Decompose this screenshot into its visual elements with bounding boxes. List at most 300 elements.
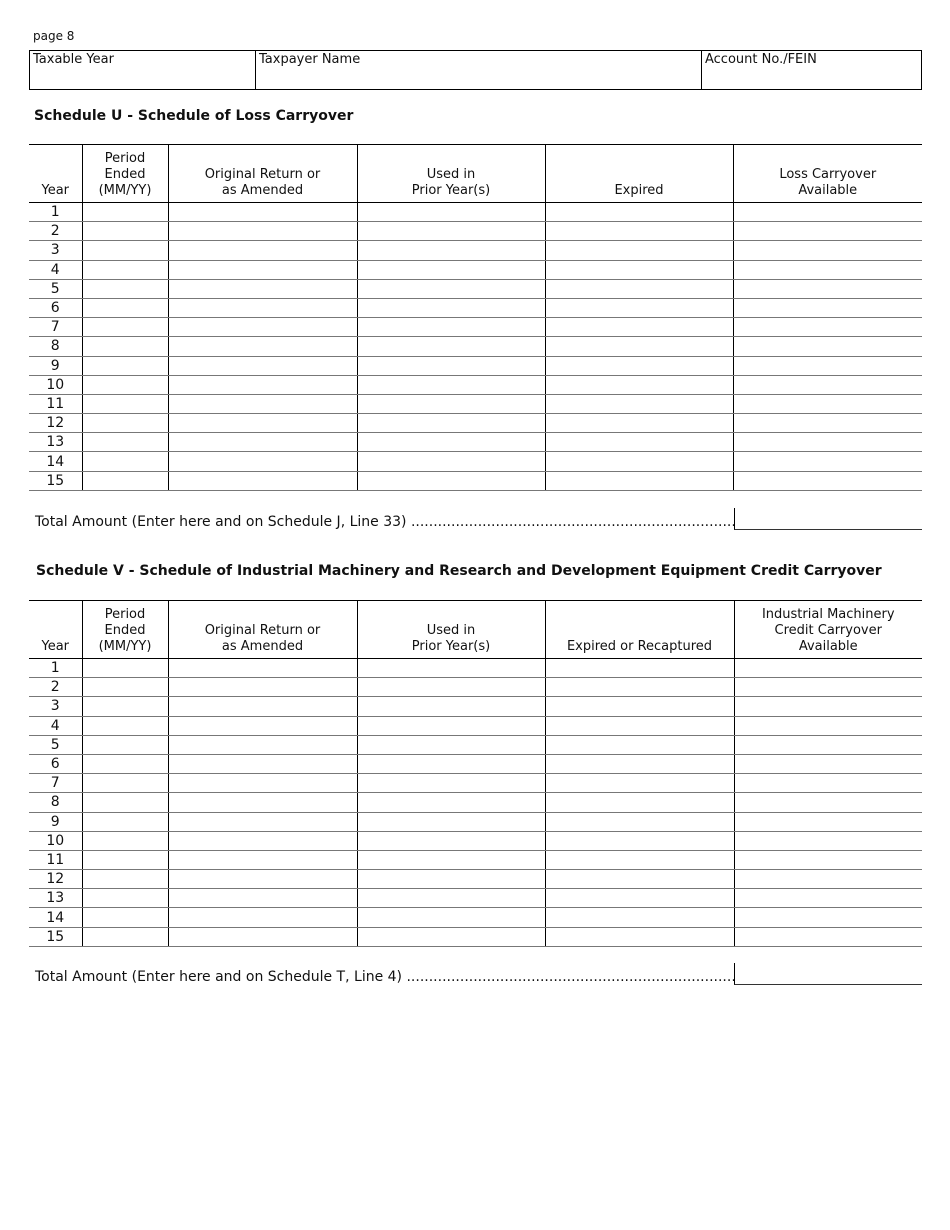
- period-ended-cell[interactable]: [82, 471, 168, 490]
- period-ended-cell[interactable]: [82, 414, 168, 433]
- used-prior-input[interactable]: [358, 908, 545, 926]
- expired-input[interactable]: [546, 376, 733, 394]
- used-prior-input[interactable]: [358, 793, 545, 811]
- expired-cell[interactable]: [545, 697, 734, 716]
- used-prior-cell[interactable]: [357, 203, 545, 222]
- original-return-cell[interactable]: [168, 337, 357, 356]
- expired-cell[interactable]: [545, 793, 734, 812]
- period-ended-cell[interactable]: [82, 452, 168, 471]
- carryover-available-input[interactable]: [734, 452, 923, 470]
- period-ended-input[interactable]: [83, 299, 168, 317]
- original-return-input[interactable]: [169, 318, 357, 336]
- used-prior-cell[interactable]: [357, 927, 545, 946]
- expired-cell[interactable]: [545, 279, 733, 298]
- original-return-input[interactable]: [169, 357, 357, 375]
- period-ended-cell[interactable]: [82, 203, 168, 222]
- carryover-available-input[interactable]: [735, 678, 923, 696]
- original-return-input[interactable]: [169, 697, 357, 715]
- original-return-cell[interactable]: [168, 414, 357, 433]
- period-ended-cell[interactable]: [82, 735, 168, 754]
- original-return-input[interactable]: [169, 299, 357, 317]
- expired-input[interactable]: [546, 678, 734, 696]
- carryover-available-cell[interactable]: [733, 394, 922, 413]
- period-ended-input[interactable]: [83, 832, 168, 850]
- used-prior-input[interactable]: [358, 203, 545, 221]
- expired-cell[interactable]: [545, 716, 734, 735]
- period-ended-input[interactable]: [83, 376, 168, 394]
- expired-input[interactable]: [546, 832, 734, 850]
- used-prior-input[interactable]: [358, 472, 545, 490]
- used-prior-input[interactable]: [358, 433, 545, 451]
- expired-input[interactable]: [546, 222, 733, 240]
- used-prior-cell[interactable]: [357, 356, 545, 375]
- period-ended-cell[interactable]: [82, 754, 168, 773]
- period-ended-input[interactable]: [83, 318, 168, 336]
- used-prior-input[interactable]: [358, 241, 545, 259]
- schedule-u-total-field[interactable]: [734, 508, 922, 530]
- expired-input[interactable]: [546, 472, 733, 490]
- period-ended-input[interactable]: [83, 774, 168, 792]
- account-no-input[interactable]: [705, 67, 918, 83]
- carryover-available-cell[interactable]: [734, 889, 922, 908]
- used-prior-cell[interactable]: [357, 260, 545, 279]
- expired-input[interactable]: [546, 774, 734, 792]
- original-return-cell[interactable]: [168, 318, 357, 337]
- expired-input[interactable]: [546, 414, 733, 432]
- original-return-input[interactable]: [169, 851, 357, 869]
- carryover-available-cell[interactable]: [733, 222, 922, 241]
- period-ended-input[interactable]: [83, 851, 168, 869]
- period-ended-input[interactable]: [83, 452, 168, 470]
- used-prior-input[interactable]: [358, 717, 545, 735]
- period-ended-input[interactable]: [83, 414, 168, 432]
- period-ended-input[interactable]: [83, 472, 168, 490]
- period-ended-input[interactable]: [83, 889, 168, 907]
- used-prior-input[interactable]: [358, 414, 545, 432]
- expired-cell[interactable]: [545, 471, 733, 490]
- period-ended-cell[interactable]: [82, 356, 168, 375]
- period-ended-cell[interactable]: [82, 375, 168, 394]
- carryover-available-input[interactable]: [735, 659, 923, 677]
- used-prior-input[interactable]: [358, 813, 545, 831]
- expired-cell[interactable]: [545, 433, 733, 452]
- original-return-input[interactable]: [169, 678, 357, 696]
- original-return-cell[interactable]: [168, 793, 357, 812]
- carryover-available-input[interactable]: [734, 376, 923, 394]
- original-return-cell[interactable]: [168, 678, 357, 697]
- used-prior-cell[interactable]: [357, 452, 545, 471]
- used-prior-input[interactable]: [358, 889, 545, 907]
- used-prior-input[interactable]: [358, 697, 545, 715]
- used-prior-cell[interactable]: [357, 318, 545, 337]
- expired-cell[interactable]: [545, 356, 733, 375]
- original-return-cell[interactable]: [168, 659, 357, 678]
- period-ended-cell[interactable]: [82, 260, 168, 279]
- carryover-available-input[interactable]: [735, 908, 923, 926]
- used-prior-input[interactable]: [358, 755, 545, 773]
- carryover-available-cell[interactable]: [733, 452, 922, 471]
- original-return-cell[interactable]: [168, 279, 357, 298]
- carryover-available-cell[interactable]: [733, 279, 922, 298]
- expired-input[interactable]: [546, 889, 734, 907]
- period-ended-input[interactable]: [83, 357, 168, 375]
- period-ended-cell[interactable]: [82, 241, 168, 260]
- expired-cell[interactable]: [545, 241, 733, 260]
- carryover-available-cell[interactable]: [733, 375, 922, 394]
- used-prior-input[interactable]: [358, 261, 545, 279]
- used-prior-input[interactable]: [358, 736, 545, 754]
- used-prior-cell[interactable]: [357, 241, 545, 260]
- used-prior-cell[interactable]: [357, 850, 545, 869]
- period-ended-cell[interactable]: [82, 394, 168, 413]
- expired-input[interactable]: [546, 793, 734, 811]
- carryover-available-input[interactable]: [734, 414, 923, 432]
- original-return-cell[interactable]: [168, 812, 357, 831]
- original-return-cell[interactable]: [168, 716, 357, 735]
- expired-cell[interactable]: [545, 337, 733, 356]
- carryover-available-cell[interactable]: [734, 697, 922, 716]
- carryover-available-cell[interactable]: [734, 812, 922, 831]
- expired-cell[interactable]: [545, 222, 733, 241]
- taxable-year-input[interactable]: [33, 67, 252, 83]
- original-return-cell[interactable]: [168, 394, 357, 413]
- period-ended-cell[interactable]: [82, 870, 168, 889]
- period-ended-cell[interactable]: [82, 337, 168, 356]
- expired-cell[interactable]: [545, 659, 734, 678]
- original-return-input[interactable]: [169, 261, 357, 279]
- carryover-available-input[interactable]: [735, 774, 923, 792]
- period-ended-cell[interactable]: [82, 433, 168, 452]
- carryover-available-input[interactable]: [734, 280, 923, 298]
- used-prior-cell[interactable]: [357, 774, 545, 793]
- expired-input[interactable]: [546, 433, 733, 451]
- period-ended-input[interactable]: [83, 908, 168, 926]
- carryover-available-input[interactable]: [734, 318, 923, 336]
- used-prior-cell[interactable]: [357, 889, 545, 908]
- period-ended-cell[interactable]: [82, 927, 168, 946]
- carryover-available-cell[interactable]: [733, 471, 922, 490]
- period-ended-input[interactable]: [83, 203, 168, 221]
- used-prior-cell[interactable]: [357, 394, 545, 413]
- original-return-input[interactable]: [169, 414, 357, 432]
- carryover-available-input[interactable]: [734, 395, 923, 413]
- expired-input[interactable]: [546, 736, 734, 754]
- carryover-available-input[interactable]: [734, 222, 923, 240]
- used-prior-cell[interactable]: [357, 471, 545, 490]
- carryover-available-cell[interactable]: [734, 870, 922, 889]
- used-prior-input[interactable]: [358, 357, 545, 375]
- period-ended-input[interactable]: [83, 337, 168, 355]
- period-ended-cell[interactable]: [82, 908, 168, 927]
- carryover-available-cell[interactable]: [734, 831, 922, 850]
- original-return-cell[interactable]: [168, 754, 357, 773]
- used-prior-cell[interactable]: [357, 831, 545, 850]
- original-return-cell[interactable]: [168, 241, 357, 260]
- used-prior-input[interactable]: [358, 851, 545, 869]
- expired-cell[interactable]: [545, 203, 733, 222]
- carryover-available-input[interactable]: [735, 736, 923, 754]
- account-no-field[interactable]: [702, 51, 921, 89]
- period-ended-cell[interactable]: [82, 716, 168, 735]
- carryover-available-cell[interactable]: [734, 754, 922, 773]
- original-return-input[interactable]: [169, 870, 357, 888]
- carryover-available-input[interactable]: [734, 299, 923, 317]
- original-return-cell[interactable]: [168, 697, 357, 716]
- used-prior-cell[interactable]: [357, 678, 545, 697]
- original-return-cell[interactable]: [168, 908, 357, 927]
- expired-cell[interactable]: [545, 298, 733, 317]
- carryover-available-cell[interactable]: [733, 337, 922, 356]
- carryover-available-input[interactable]: [734, 433, 923, 451]
- period-ended-input[interactable]: [83, 870, 168, 888]
- carryover-available-input[interactable]: [734, 337, 923, 355]
- used-prior-cell[interactable]: [357, 735, 545, 754]
- expired-input[interactable]: [546, 870, 734, 888]
- used-prior-input[interactable]: [358, 280, 545, 298]
- original-return-input[interactable]: [169, 774, 357, 792]
- original-return-cell[interactable]: [168, 927, 357, 946]
- carryover-available-cell[interactable]: [734, 793, 922, 812]
- carryover-available-cell[interactable]: [734, 908, 922, 927]
- original-return-input[interactable]: [169, 736, 357, 754]
- used-prior-cell[interactable]: [357, 754, 545, 773]
- original-return-input[interactable]: [169, 908, 357, 926]
- used-prior-input[interactable]: [358, 928, 545, 946]
- period-ended-input[interactable]: [83, 222, 168, 240]
- carryover-available-cell[interactable]: [733, 414, 922, 433]
- carryover-available-input[interactable]: [734, 241, 923, 259]
- expired-cell[interactable]: [545, 831, 734, 850]
- carryover-available-cell[interactable]: [734, 850, 922, 869]
- carryover-available-cell[interactable]: [734, 716, 922, 735]
- taxable-year-field[interactable]: [30, 51, 256, 89]
- period-ended-cell[interactable]: [82, 889, 168, 908]
- expired-cell[interactable]: [545, 870, 734, 889]
- period-ended-cell[interactable]: [82, 222, 168, 241]
- carryover-available-input[interactable]: [734, 261, 923, 279]
- expired-input[interactable]: [546, 241, 733, 259]
- used-prior-input[interactable]: [358, 678, 545, 696]
- expired-cell[interactable]: [545, 774, 734, 793]
- original-return-input[interactable]: [169, 793, 357, 811]
- carryover-available-input[interactable]: [735, 813, 923, 831]
- taxpayer-name-input[interactable]: [259, 67, 698, 83]
- carryover-available-input[interactable]: [735, 717, 923, 735]
- carryover-available-input[interactable]: [734, 357, 923, 375]
- original-return-cell[interactable]: [168, 203, 357, 222]
- carryover-available-cell[interactable]: [733, 203, 922, 222]
- carryover-available-input[interactable]: [735, 870, 923, 888]
- original-return-cell[interactable]: [168, 433, 357, 452]
- original-return-input[interactable]: [169, 472, 357, 490]
- period-ended-input[interactable]: [83, 793, 168, 811]
- period-ended-cell[interactable]: [82, 831, 168, 850]
- expired-cell[interactable]: [545, 908, 734, 927]
- original-return-input[interactable]: [169, 452, 357, 470]
- expired-input[interactable]: [546, 717, 734, 735]
- original-return-input[interactable]: [169, 376, 357, 394]
- original-return-cell[interactable]: [168, 735, 357, 754]
- period-ended-cell[interactable]: [82, 279, 168, 298]
- expired-input[interactable]: [546, 203, 733, 221]
- carryover-available-input[interactable]: [734, 472, 923, 490]
- expired-cell[interactable]: [545, 735, 734, 754]
- used-prior-input[interactable]: [358, 395, 545, 413]
- used-prior-input[interactable]: [358, 222, 545, 240]
- original-return-input[interactable]: [169, 337, 357, 355]
- carryover-available-cell[interactable]: [733, 260, 922, 279]
- period-ended-cell[interactable]: [82, 774, 168, 793]
- expired-cell[interactable]: [545, 318, 733, 337]
- original-return-cell[interactable]: [168, 375, 357, 394]
- carryover-available-cell[interactable]: [734, 678, 922, 697]
- used-prior-cell[interactable]: [357, 279, 545, 298]
- used-prior-cell[interactable]: [357, 812, 545, 831]
- used-prior-cell[interactable]: [357, 697, 545, 716]
- used-prior-input[interactable]: [358, 299, 545, 317]
- original-return-input[interactable]: [169, 280, 357, 298]
- original-return-input[interactable]: [169, 203, 357, 221]
- original-return-cell[interactable]: [168, 356, 357, 375]
- period-ended-input[interactable]: [83, 736, 168, 754]
- used-prior-cell[interactable]: [357, 716, 545, 735]
- expired-input[interactable]: [546, 755, 734, 773]
- original-return-input[interactable]: [169, 832, 357, 850]
- expired-input[interactable]: [546, 851, 734, 869]
- original-return-cell[interactable]: [168, 850, 357, 869]
- carryover-available-cell[interactable]: [733, 356, 922, 375]
- expired-input[interactable]: [546, 813, 734, 831]
- original-return-cell[interactable]: [168, 831, 357, 850]
- carryover-available-cell[interactable]: [734, 735, 922, 754]
- original-return-cell[interactable]: [168, 889, 357, 908]
- used-prior-input[interactable]: [358, 376, 545, 394]
- carryover-available-input[interactable]: [734, 203, 923, 221]
- expired-input[interactable]: [546, 357, 733, 375]
- carryover-available-input[interactable]: [735, 889, 923, 907]
- original-return-cell[interactable]: [168, 298, 357, 317]
- period-ended-cell[interactable]: [82, 298, 168, 317]
- used-prior-cell[interactable]: [357, 298, 545, 317]
- expired-input[interactable]: [546, 928, 734, 946]
- used-prior-cell[interactable]: [357, 793, 545, 812]
- period-ended-cell[interactable]: [82, 659, 168, 678]
- carryover-available-cell[interactable]: [733, 298, 922, 317]
- expired-input[interactable]: [546, 318, 733, 336]
- expired-cell[interactable]: [545, 927, 734, 946]
- expired-input[interactable]: [546, 659, 734, 677]
- used-prior-input[interactable]: [358, 452, 545, 470]
- period-ended-input[interactable]: [83, 697, 168, 715]
- expired-cell[interactable]: [545, 889, 734, 908]
- period-ended-input[interactable]: [83, 395, 168, 413]
- period-ended-input[interactable]: [83, 755, 168, 773]
- expired-cell[interactable]: [545, 452, 733, 471]
- original-return-input[interactable]: [169, 889, 357, 907]
- period-ended-input[interactable]: [83, 241, 168, 259]
- schedule-v-total-field[interactable]: [734, 963, 922, 985]
- carryover-available-cell[interactable]: [733, 318, 922, 337]
- period-ended-input[interactable]: [83, 813, 168, 831]
- carryover-available-cell[interactable]: [733, 241, 922, 260]
- original-return-cell[interactable]: [168, 870, 357, 889]
- used-prior-input[interactable]: [358, 659, 545, 677]
- original-return-cell[interactable]: [168, 452, 357, 471]
- expired-input[interactable]: [546, 337, 733, 355]
- original-return-input[interactable]: [169, 222, 357, 240]
- carryover-available-input[interactable]: [735, 832, 923, 850]
- used-prior-cell[interactable]: [357, 375, 545, 394]
- expired-input[interactable]: [546, 280, 733, 298]
- used-prior-cell[interactable]: [357, 433, 545, 452]
- used-prior-input[interactable]: [358, 337, 545, 355]
- carryover-available-input[interactable]: [735, 793, 923, 811]
- carryover-available-input[interactable]: [735, 755, 923, 773]
- carryover-available-cell[interactable]: [734, 774, 922, 793]
- used-prior-cell[interactable]: [357, 659, 545, 678]
- taxpayer-name-field[interactable]: [256, 51, 702, 89]
- used-prior-input[interactable]: [358, 870, 545, 888]
- expired-input[interactable]: [546, 395, 733, 413]
- original-return-input[interactable]: [169, 717, 357, 735]
- period-ended-cell[interactable]: [82, 850, 168, 869]
- period-ended-cell[interactable]: [82, 812, 168, 831]
- original-return-cell[interactable]: [168, 774, 357, 793]
- original-return-input[interactable]: [169, 813, 357, 831]
- period-ended-input[interactable]: [83, 928, 168, 946]
- carryover-available-input[interactable]: [735, 697, 923, 715]
- used-prior-cell[interactable]: [357, 222, 545, 241]
- period-ended-input[interactable]: [83, 717, 168, 735]
- used-prior-cell[interactable]: [357, 908, 545, 927]
- original-return-input[interactable]: [169, 241, 357, 259]
- period-ended-input[interactable]: [83, 280, 168, 298]
- carryover-available-cell[interactable]: [734, 927, 922, 946]
- used-prior-cell[interactable]: [357, 337, 545, 356]
- original-return-cell[interactable]: [168, 260, 357, 279]
- expired-cell[interactable]: [545, 812, 734, 831]
- used-prior-cell[interactable]: [357, 870, 545, 889]
- used-prior-cell[interactable]: [357, 414, 545, 433]
- period-ended-cell[interactable]: [82, 793, 168, 812]
- expired-cell[interactable]: [545, 394, 733, 413]
- period-ended-input[interactable]: [83, 678, 168, 696]
- expired-cell[interactable]: [545, 850, 734, 869]
- carryover-available-input[interactable]: [735, 928, 923, 946]
- original-return-cell[interactable]: [168, 222, 357, 241]
- period-ended-cell[interactable]: [82, 318, 168, 337]
- expired-input[interactable]: [546, 908, 734, 926]
- original-return-input[interactable]: [169, 928, 357, 946]
- original-return-cell[interactable]: [168, 471, 357, 490]
- original-return-input[interactable]: [169, 395, 357, 413]
- carryover-available-input[interactable]: [735, 851, 923, 869]
- used-prior-input[interactable]: [358, 318, 545, 336]
- expired-input[interactable]: [546, 299, 733, 317]
- period-ended-input[interactable]: [83, 659, 168, 677]
- expired-input[interactable]: [546, 261, 733, 279]
- expired-cell[interactable]: [545, 678, 734, 697]
- expired-input[interactable]: [546, 452, 733, 470]
- period-ended-input[interactable]: [83, 261, 168, 279]
- period-ended-cell[interactable]: [82, 678, 168, 697]
- original-return-input[interactable]: [169, 433, 357, 451]
- period-ended-cell[interactable]: [82, 697, 168, 716]
- expired-input[interactable]: [546, 697, 734, 715]
- period-ended-input[interactable]: [83, 433, 168, 451]
- used-prior-input[interactable]: [358, 774, 545, 792]
- expired-cell[interactable]: [545, 375, 733, 394]
